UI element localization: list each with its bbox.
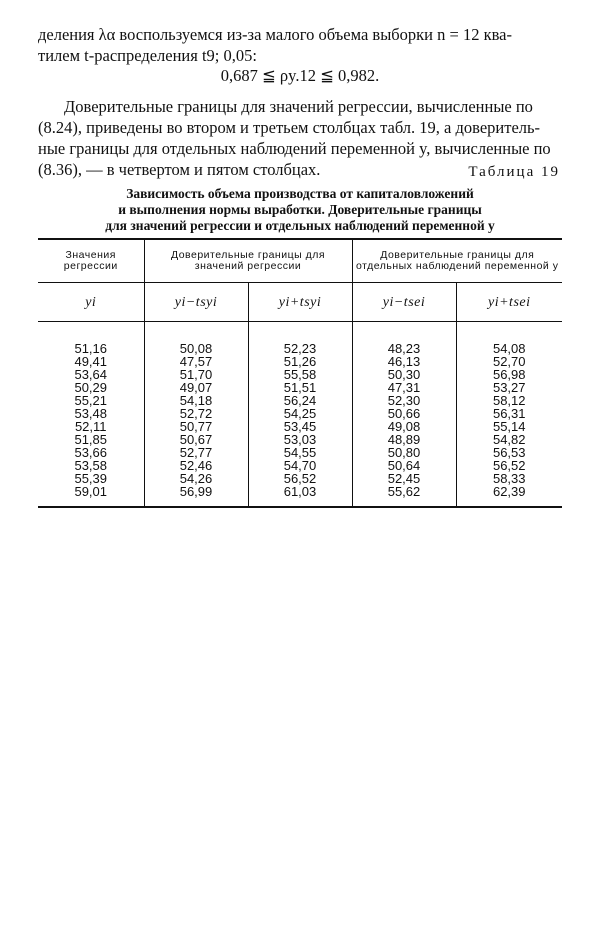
- table-cell-col-1: 50,29: [74, 380, 108, 395]
- caption-line-2: и выполнения нормы выработки. Доверительные границы: [118, 202, 482, 217]
- header-observation-bounds: Доверительные границы для отдельных наблюдений переменной y: [352, 239, 562, 283]
- table-cell-col-1: 51,16: [74, 341, 108, 356]
- table-cell-col-2: 51,70: [144, 368, 248, 381]
- table-cell-col-5: 62,39: [456, 485, 562, 507]
- table-cell-col-3: 53,03: [248, 433, 352, 446]
- table-cell-col-2: 52,77: [144, 446, 248, 459]
- confidence-formula: 0,687 ≦ ρy.12 ≦ 0,982.: [220, 66, 380, 85]
- table-cell-col-3: 61,03: [248, 485, 352, 507]
- table-cell-col-1: 53,58: [74, 458, 108, 473]
- table-cell-col-5: 53,27: [456, 381, 562, 394]
- intro-line-1: деления λα воспользуемся из-за малого объема выборки n = 12 ква-: [38, 25, 512, 44]
- symbol-col-5: yi+tsei: [456, 283, 562, 322]
- table-cell-col-3: 54,25: [248, 407, 352, 420]
- caption-line-1: Зависимость объема производства от капиталовложений: [126, 186, 474, 201]
- table-row: [38, 322, 562, 356]
- table-cell-col-4: 50,64: [352, 459, 456, 472]
- table-cell-col-4: 49,08: [352, 420, 456, 433]
- symbol-row: [38, 283, 562, 322]
- table-cell-col-2: 52,72: [144, 407, 248, 420]
- table-cell-col-5: 52,70: [456, 355, 562, 368]
- table-cell-col-5: 54,82: [456, 433, 562, 446]
- table-body: [38, 322, 562, 508]
- intro-paragraph: [38, 24, 562, 66]
- table-cell-col-4: 50,80: [352, 446, 456, 459]
- table-cell-col-2: 50,08: [144, 322, 248, 356]
- table-cell-col-2: 56,99: [144, 485, 248, 507]
- symbol-col-4: yi−tsei: [352, 283, 456, 322]
- table-cell-col-2: 54,26: [144, 472, 248, 485]
- body-line-3: ные границы для отдельных наблюдений переменной y, вычисленные по: [38, 139, 551, 158]
- table-cell-col-2: 50,77: [144, 420, 248, 433]
- table-cell-col-4: 55,62: [352, 485, 456, 507]
- body-line-4: (8.36), — в четвертом и пятом столбцах.: [38, 160, 321, 179]
- table-cell-col-3: 55,58: [248, 368, 352, 381]
- table-cell-col-1: 55,21: [74, 393, 108, 408]
- table-cell-col-1: 52,11: [74, 419, 107, 434]
- table-cell-col-1: 49,41: [74, 354, 108, 369]
- table-cell-col-1: 53,48: [74, 406, 108, 421]
- table-cell-col-3: 54,55: [248, 446, 352, 459]
- body-line-1: Доверительные границы для значений регрессии, вычисленные по: [64, 97, 533, 116]
- table-cell-col-3: 56,24: [248, 394, 352, 407]
- table-cell-col-5: 58,33: [456, 472, 562, 485]
- table-cell-col-3: 56,52: [248, 472, 352, 485]
- header-row: [38, 239, 562, 283]
- table-cell-col-5: 56,31: [456, 407, 562, 420]
- table-cell-col-4: 50,66: [352, 407, 456, 420]
- table-cell-col-4: 52,45: [352, 472, 456, 485]
- symbol-col-3: yi+tsyi: [248, 283, 352, 322]
- table-caption: [40, 186, 560, 234]
- table-cell-col-1: 55,39: [74, 471, 108, 486]
- data-table: [38, 238, 562, 508]
- table-cell-col-5: 55,14: [456, 420, 562, 433]
- table-cell-col-5: 56,52: [456, 459, 562, 472]
- body-line-2: (8.24), приведены во втором и третьем столбцах табл. 19, а доверитель-: [38, 118, 541, 137]
- table-cell-col-4: 50,30: [352, 368, 456, 381]
- table-cell-col-3: 52,23: [248, 322, 352, 356]
- table-cell-col-3: 53,45: [248, 420, 352, 433]
- table-cell-col-1: 51,85: [74, 432, 108, 447]
- table-cell-col-3: 51,51: [248, 381, 352, 394]
- table-row: [38, 485, 562, 507]
- table-cell-col-2: 54,18: [144, 394, 248, 407]
- table-cell-col-2: 52,46: [144, 459, 248, 472]
- table-cell-col-5: 56,53: [456, 446, 562, 459]
- table-cell-col-5: 58,12: [456, 394, 562, 407]
- intro-line-2: тилем t-распределения t9; 0,05:: [38, 46, 257, 65]
- table-cell-col-1: 59,01: [74, 484, 108, 499]
- table-cell-col-4: 46,13: [352, 355, 456, 368]
- table-cell-col-3: 54,70: [248, 459, 352, 472]
- caption-line-3: для значений регрессии и отдельных наблюдений переменной y: [105, 218, 495, 233]
- symbol-col-2: yi−tsyi: [144, 283, 248, 322]
- table-cell-col-2: 47,57: [144, 355, 248, 368]
- symbol-col-1: yi: [38, 283, 144, 322]
- header-regression-values: Значения регрессии: [38, 239, 144, 283]
- table-cell-col-4: 52,30: [352, 394, 456, 407]
- table-cell-col-5: 54,08: [456, 322, 562, 356]
- table-cell-col-4: 48,89: [352, 433, 456, 446]
- table-cell-col-4: 48,23: [352, 322, 456, 356]
- table-cell-col-1: 53,66: [74, 445, 108, 460]
- table-cell-col-2: 50,67: [144, 433, 248, 446]
- table-cell-col-5: 56,98: [456, 368, 562, 381]
- table-cell-col-2: 49,07: [144, 381, 248, 394]
- table-number: Таблица 19: [468, 164, 560, 180]
- table-cell-col-4: 47,31: [352, 381, 456, 394]
- table-cell-col-3: 51,26: [248, 355, 352, 368]
- header-regression-bounds: Доверительные границы для значений регрессии: [144, 239, 352, 283]
- table-cell-col-1: 53,64: [74, 367, 108, 382]
